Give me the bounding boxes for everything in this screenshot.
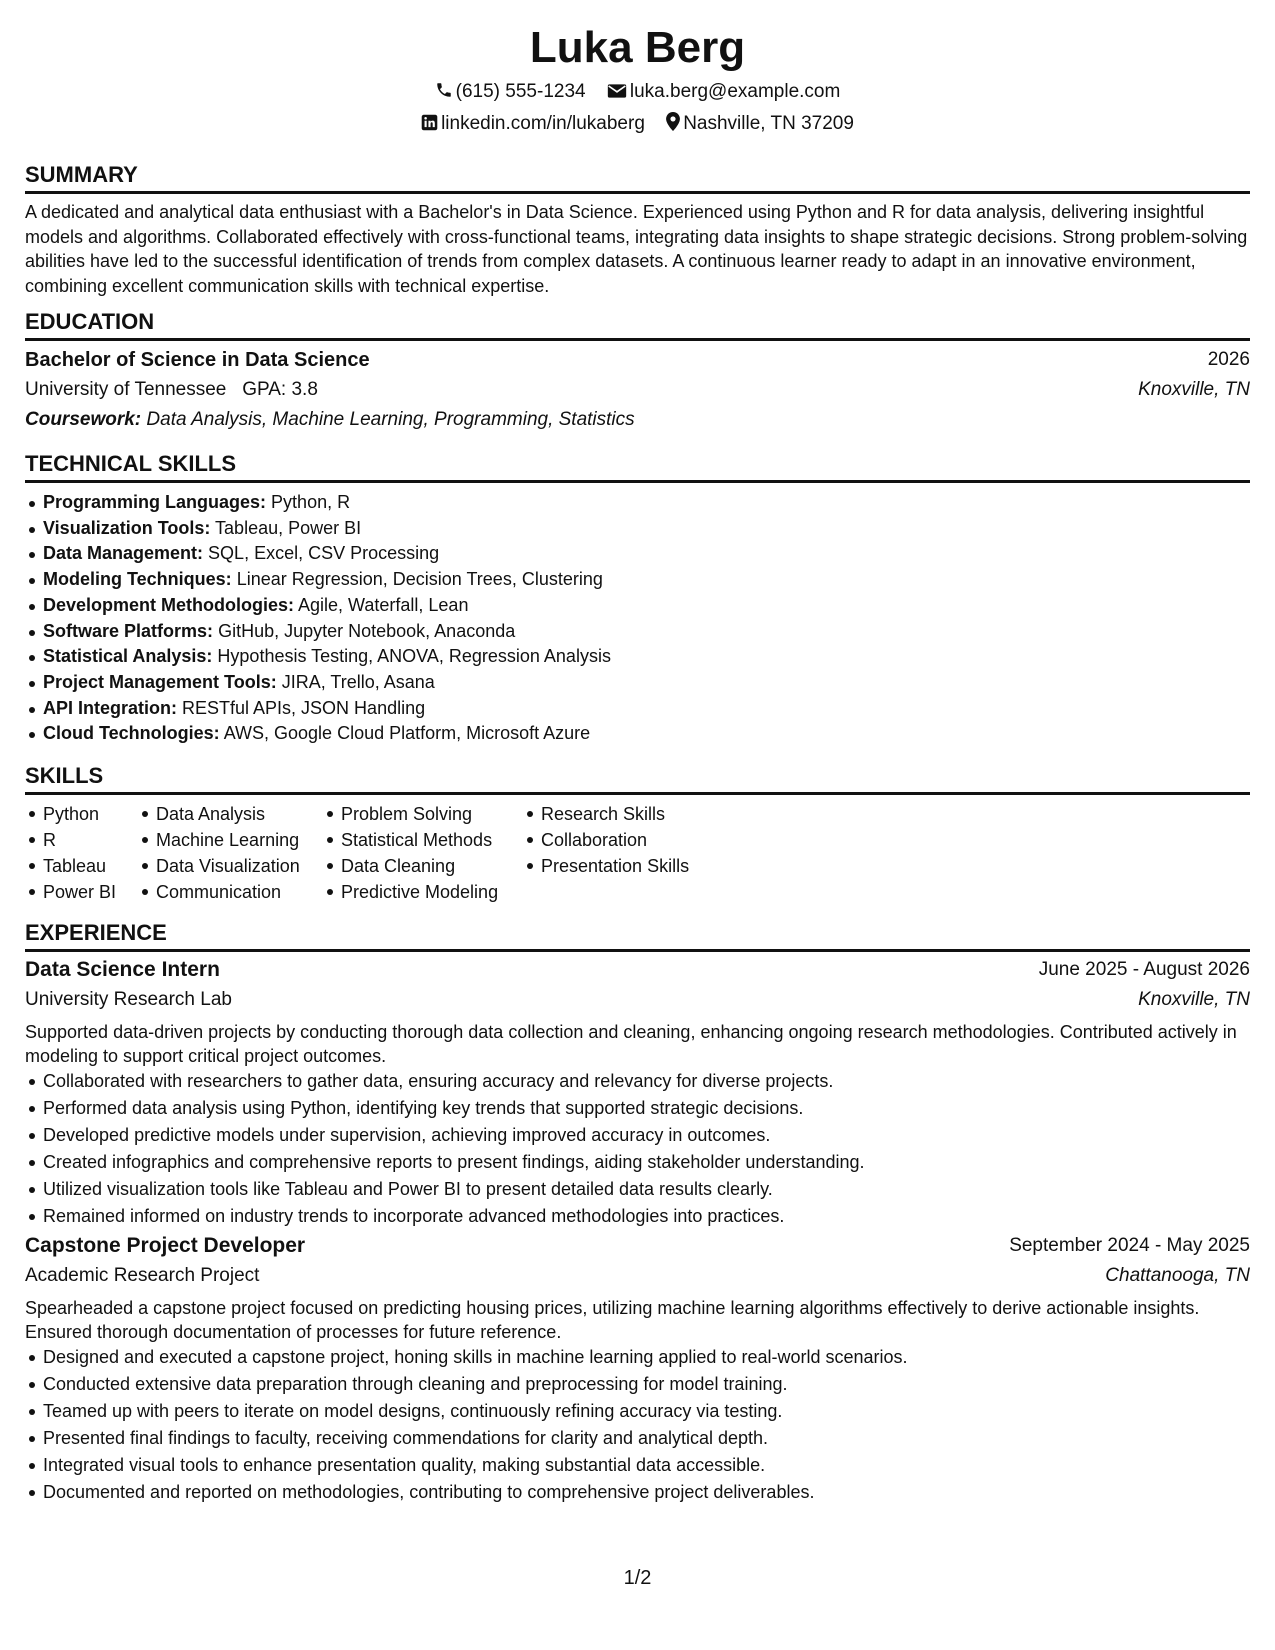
skills-block: [25, 801, 1250, 911]
job-dates: September 2024 - May 2025: [1009, 1235, 1250, 1256]
phone-contact[interactable]: [435, 80, 586, 104]
summary-heading: SUMMARY: [25, 162, 1250, 194]
skill-values: SQL, Excel, CSV Processing: [208, 543, 440, 564]
degree-name: Bachelor of Science in Data Science: [25, 349, 370, 371]
email-text: luka.berg@example.com: [629, 81, 841, 102]
linkedin-icon: [421, 114, 438, 131]
technical-skills-heading: TECHNICAL SKILLS: [25, 451, 1250, 483]
skill-category: Cloud Technologies:: [43, 723, 220, 744]
skill-values: RESTful APIs, JSON Handling: [182, 697, 426, 718]
job-summary: Supported data-driven projects by conducting thorough data collection and cleaning, enhancing ongoing research methodologies. Contributed actively in modeling to support critical project outcomes.: [25, 1022, 1237, 1066]
skills-column-3: [323, 801, 498, 905]
skill-values: Hypothesis Testing, ANOVA, Regression Analysis: [217, 646, 611, 667]
list-item: Conducted extensive data preparation through cleaning and preprocessing for model training.: [43, 1371, 1250, 1398]
gpa: GPA: 3.8: [242, 379, 318, 400]
skill-values: AWS, Google Cloud Platform, Microsoft Azure: [223, 723, 591, 744]
skill-category: Software Platforms:: [43, 620, 214, 641]
list-item: [43, 619, 1250, 645]
job-location: Chattanooga, TN: [1105, 1265, 1250, 1286]
list-item: [43, 721, 1250, 747]
list-item: [43, 593, 1250, 619]
list-item: Collaboration: [541, 827, 689, 853]
list-item: [43, 644, 1250, 670]
job-location: Knoxville, TN: [1138, 989, 1250, 1010]
coursework-label: Coursework:: [25, 409, 142, 430]
job-entry-2: [25, 1234, 1250, 1506]
list-item: Data Cleaning: [341, 853, 498, 879]
list-item: Teamed up with peers to iterate on model designs, continuously refining accuracy via testing.: [43, 1398, 1250, 1425]
list-item: Communication: [156, 879, 300, 905]
skill-values: Python, R: [271, 492, 351, 512]
skills-column-4: [523, 801, 689, 879]
list-item: Research Skills: [541, 801, 689, 827]
job-summary: Spearheaded a capstone project focused on predicting housing prices, utilizing machine learning algorithms effectively to derive actionable insights. Ensured thorough documentation of processes for future reference.: [25, 1298, 1200, 1342]
technical-skills-list: [25, 490, 1250, 747]
list-item: Presented final findings to faculty, receiving commendations for clarity and analytical depth.: [43, 1425, 1250, 1452]
list-item: Presentation Skills: [541, 853, 689, 879]
skills-heading: SKILLS: [25, 763, 1250, 795]
candidate-name: Luka Berg: [529, 23, 746, 72]
skill-category: Modeling Techniques:: [43, 569, 232, 590]
list-item: Predictive Modeling: [341, 879, 498, 905]
list-item: Tableau: [43, 853, 116, 879]
list-item: Statistical Methods: [341, 827, 498, 853]
email-contact[interactable]: [607, 80, 840, 104]
graduation-year: 2026: [1207, 349, 1250, 370]
list-item: Problem Solving: [341, 801, 498, 827]
list-item: Data Analysis: [156, 801, 300, 827]
phone-icon: [435, 81, 453, 99]
skill-category: Statistical Analysis:: [43, 646, 213, 667]
experience-heading: EXPERIENCE: [25, 920, 1250, 952]
education-entry: [25, 348, 1250, 438]
summary-text: A dedicated and analytical data enthusiast with a Bachelor's in Data Science. Experienced using Python and R for data analysis, delivering insightful models and algorithms. Collaborated effectively with cross-functional teams, integrating data insights to shape strategic decisions. Strong problem-solving abilities have led to the successful identification of trends from complex datasets. A continuous learner ready to adapt in an innovative environment, combining excellent communication skills with technical expertise.: [25, 202, 1248, 296]
list-item: Integrated visual tools to enhance presentation quality, making substantial data accessible.: [43, 1452, 1250, 1479]
skill-values: Tableau, Power BI: [215, 517, 362, 538]
skill-values: Linear Regression, Decision Trees, Clustering: [236, 569, 603, 590]
list-item: Performed data analysis using Python, identifying key trends that supported strategic decisions.: [43, 1095, 1250, 1122]
school-line: [25, 378, 318, 403]
contact-row-1: [25, 80, 1250, 104]
coursework-list: Data Analysis, Machine Learning, Programming, Statistics: [146, 409, 635, 430]
skill-category: API Integration:: [43, 697, 177, 718]
envelope-icon: [607, 83, 627, 99]
job-organization: Academic Research Project: [25, 1265, 260, 1286]
list-item: Remained informed on industry trends to incorporate advanced methodologies into practices.: [43, 1203, 1250, 1230]
job-entry-1: [25, 958, 1250, 1230]
list-item: R: [43, 827, 116, 853]
phone-text: (615) 555-1234: [455, 81, 586, 102]
coursework-line: [25, 408, 635, 433]
list-item: [43, 567, 1250, 593]
job-title: Data Science Intern: [25, 958, 220, 981]
list-item: Documented and reported on methodologies, contributing to comprehensive project deliverables.: [43, 1479, 1250, 1506]
skill-category: Development Methodologies:: [43, 594, 295, 615]
map-pin-icon: [666, 112, 680, 131]
list-item: Data Visualization: [156, 853, 300, 879]
linkedin-contact[interactable]: [421, 112, 645, 136]
skills-grid: [25, 801, 1250, 911]
job-bullets: [25, 1344, 1250, 1506]
linkedin-text: linkedin.com/in/lukaberg: [441, 113, 645, 134]
skill-category: Data Management:: [43, 543, 204, 564]
skill-category: Visualization Tools:: [43, 517, 211, 538]
job-bullets: [25, 1068, 1250, 1230]
location-contact: [666, 112, 854, 136]
list-item: Python: [43, 801, 116, 827]
list-item: Created infographics and comprehensive reports to present findings, aiding stakeholder understanding.: [43, 1149, 1250, 1176]
location-text: Nashville, TN 37209: [683, 113, 854, 134]
list-item: Collaborated with researchers to gather data, ensuring accuracy and relevancy for diverse projects.: [43, 1068, 1250, 1095]
list-item: Power BI: [43, 879, 116, 905]
skill-values: JIRA, Trello, Asana: [281, 671, 435, 692]
contact-row-2: [25, 112, 1250, 136]
skills-column-1: [25, 801, 116, 905]
school-name: University of Tennessee: [25, 379, 227, 400]
list-item: [43, 516, 1250, 542]
job-organization: University Research Lab: [25, 989, 232, 1010]
list-item: Utilized visualization tools like Tableau and Power BI to present detailed data results clearly.: [43, 1176, 1250, 1203]
page-number: 1/2: [623, 1567, 652, 1589]
skill-values: GitHub, Jupyter Notebook, Anaconda: [218, 620, 516, 641]
list-item: Machine Learning: [156, 827, 300, 853]
skill-category: Project Management Tools:: [43, 671, 277, 692]
technical-skills-block: [25, 490, 1250, 747]
list-item: Developed predictive models under supervision, achieving improved accuracy in outcomes.: [43, 1122, 1250, 1149]
skill-values: Agile, Waterfall, Lean: [298, 594, 469, 615]
job-title: Capstone Project Developer: [25, 1234, 306, 1257]
job-dates: June 2025 - August 2026: [1038, 959, 1250, 980]
skills-column-2: [138, 801, 300, 905]
skill-category: Programming Languages:: [43, 492, 267, 512]
education-heading: EDUCATION: [25, 309, 1250, 341]
list-item: [43, 696, 1250, 722]
school-location: Knoxville, TN: [1138, 379, 1250, 400]
list-item: Designed and executed a capstone project, honing skills in machine learning applied to real-world scenarios.: [43, 1344, 1250, 1371]
list-item: [43, 541, 1250, 567]
list-item: [43, 670, 1250, 696]
list-item: [43, 490, 1250, 516]
